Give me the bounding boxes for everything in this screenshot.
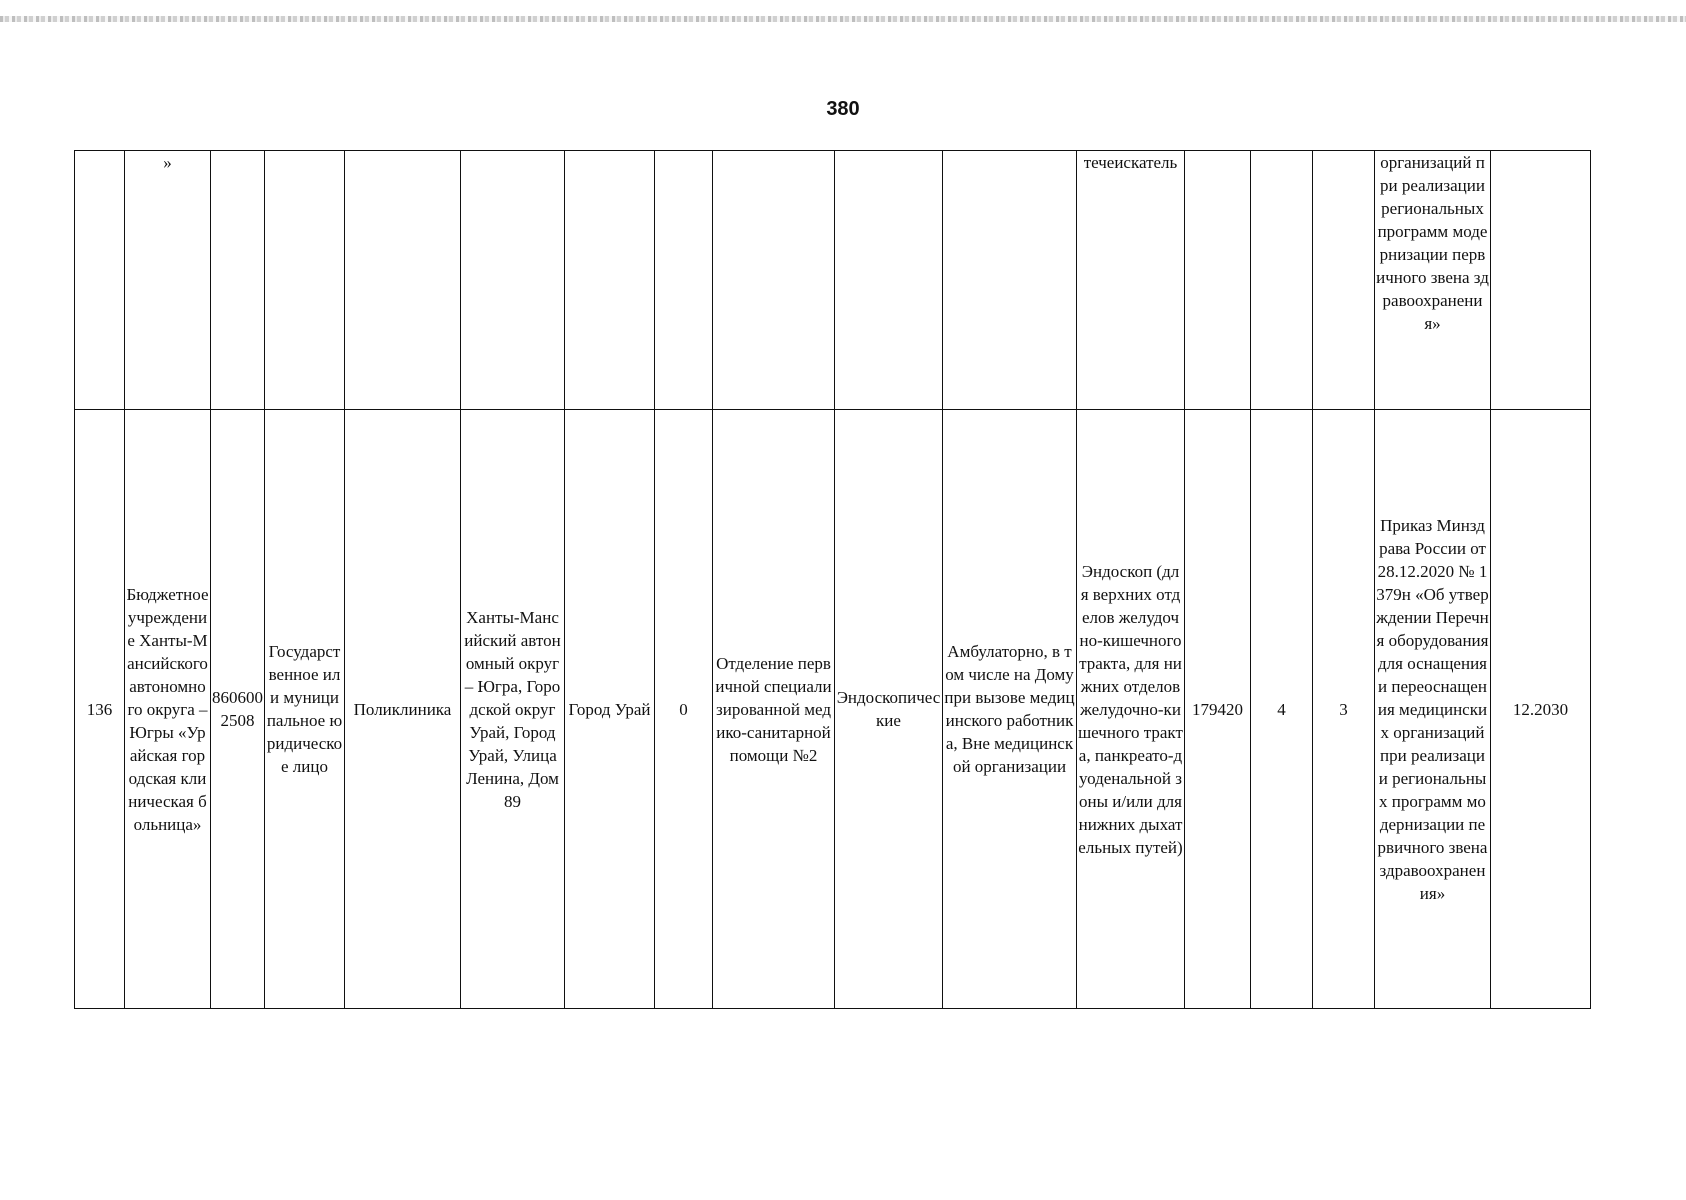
cell-department [713, 151, 835, 410]
cell-unit-type [345, 151, 461, 410]
cell-zero: 0 [655, 410, 713, 1009]
cell-num [75, 151, 125, 410]
cell-code: 179420 [1185, 410, 1251, 1009]
cell-locality: Город Урай [565, 410, 655, 1009]
page-number: 380 [826, 98, 860, 120]
table-row-continuation [75, 151, 1591, 410]
cell-equipment-group: Эндоскопические [835, 410, 943, 1009]
cell-code [1185, 151, 1251, 410]
cell-qty-a: 4 [1251, 410, 1313, 1009]
cell-org-type [265, 151, 345, 410]
table-row-record [75, 410, 1591, 1009]
cell-org-name: Бюджетное учреждение Ханты-Мансийского автономного округа – Югры «Урайская городская клиническая больница» [125, 410, 211, 1009]
cell-inn: 8606002508 [211, 410, 265, 1009]
cell-basis-tail: организаций при реализации региональных программ модернизации первичного звена здравоохранения» [1375, 151, 1491, 410]
cell-unit-type: Поликлиника [345, 410, 461, 1009]
cell-address [461, 151, 565, 410]
cell-equipment-group [835, 151, 943, 410]
cell-equipment-name: Эндоскоп (для верхних отделов желудочно-кишечного тракта, для нижних отделов желудочно-кишечного тракта, панкреато-дуоденальной зоны и/или для нижних дыхательных путей) [1077, 410, 1185, 1009]
cell-qty-b: 3 [1313, 410, 1375, 1009]
cell-locality [565, 151, 655, 410]
cell-qty-a [1251, 151, 1313, 410]
cell-date: 12.2030 [1491, 410, 1591, 1009]
cell-basis: Приказ Минздрава России от 28.12.2020 № 1379н «Об утверждении Перечня оборудования для оснащения и переоснащения медицинских организаций при реализации региональных программ модернизации первичного звена здравоохранения» [1375, 410, 1491, 1009]
cell-equipment-tail: течеискатель [1077, 151, 1185, 410]
cell-org-name-tail: » [125, 151, 211, 410]
cell-address: Ханты-Мансийский автономный округ – Югра, Городской округ Урай, Город Урай, Улица Ленина, Дом 89 [461, 410, 565, 1009]
cell-qty-b [1313, 151, 1375, 410]
cell-zero [655, 151, 713, 410]
cell-care-conditions [943, 151, 1077, 410]
cell-date [1491, 151, 1591, 410]
cell-num: 136 [75, 410, 125, 1009]
cell-org-type: Государственное или муниципальное юридическое лицо [265, 410, 345, 1009]
cell-department: Отделение первичной специализированной медико-санитарной помощи №2 [713, 410, 835, 1009]
cell-care-conditions: Амбулаторно, в том числе на Дому при вызове медицинского работника, Вне медицинской организации [943, 410, 1077, 1009]
scan-edge [0, 16, 1686, 22]
cell-inn [211, 151, 265, 410]
equipment-register-table [74, 150, 1591, 1009]
